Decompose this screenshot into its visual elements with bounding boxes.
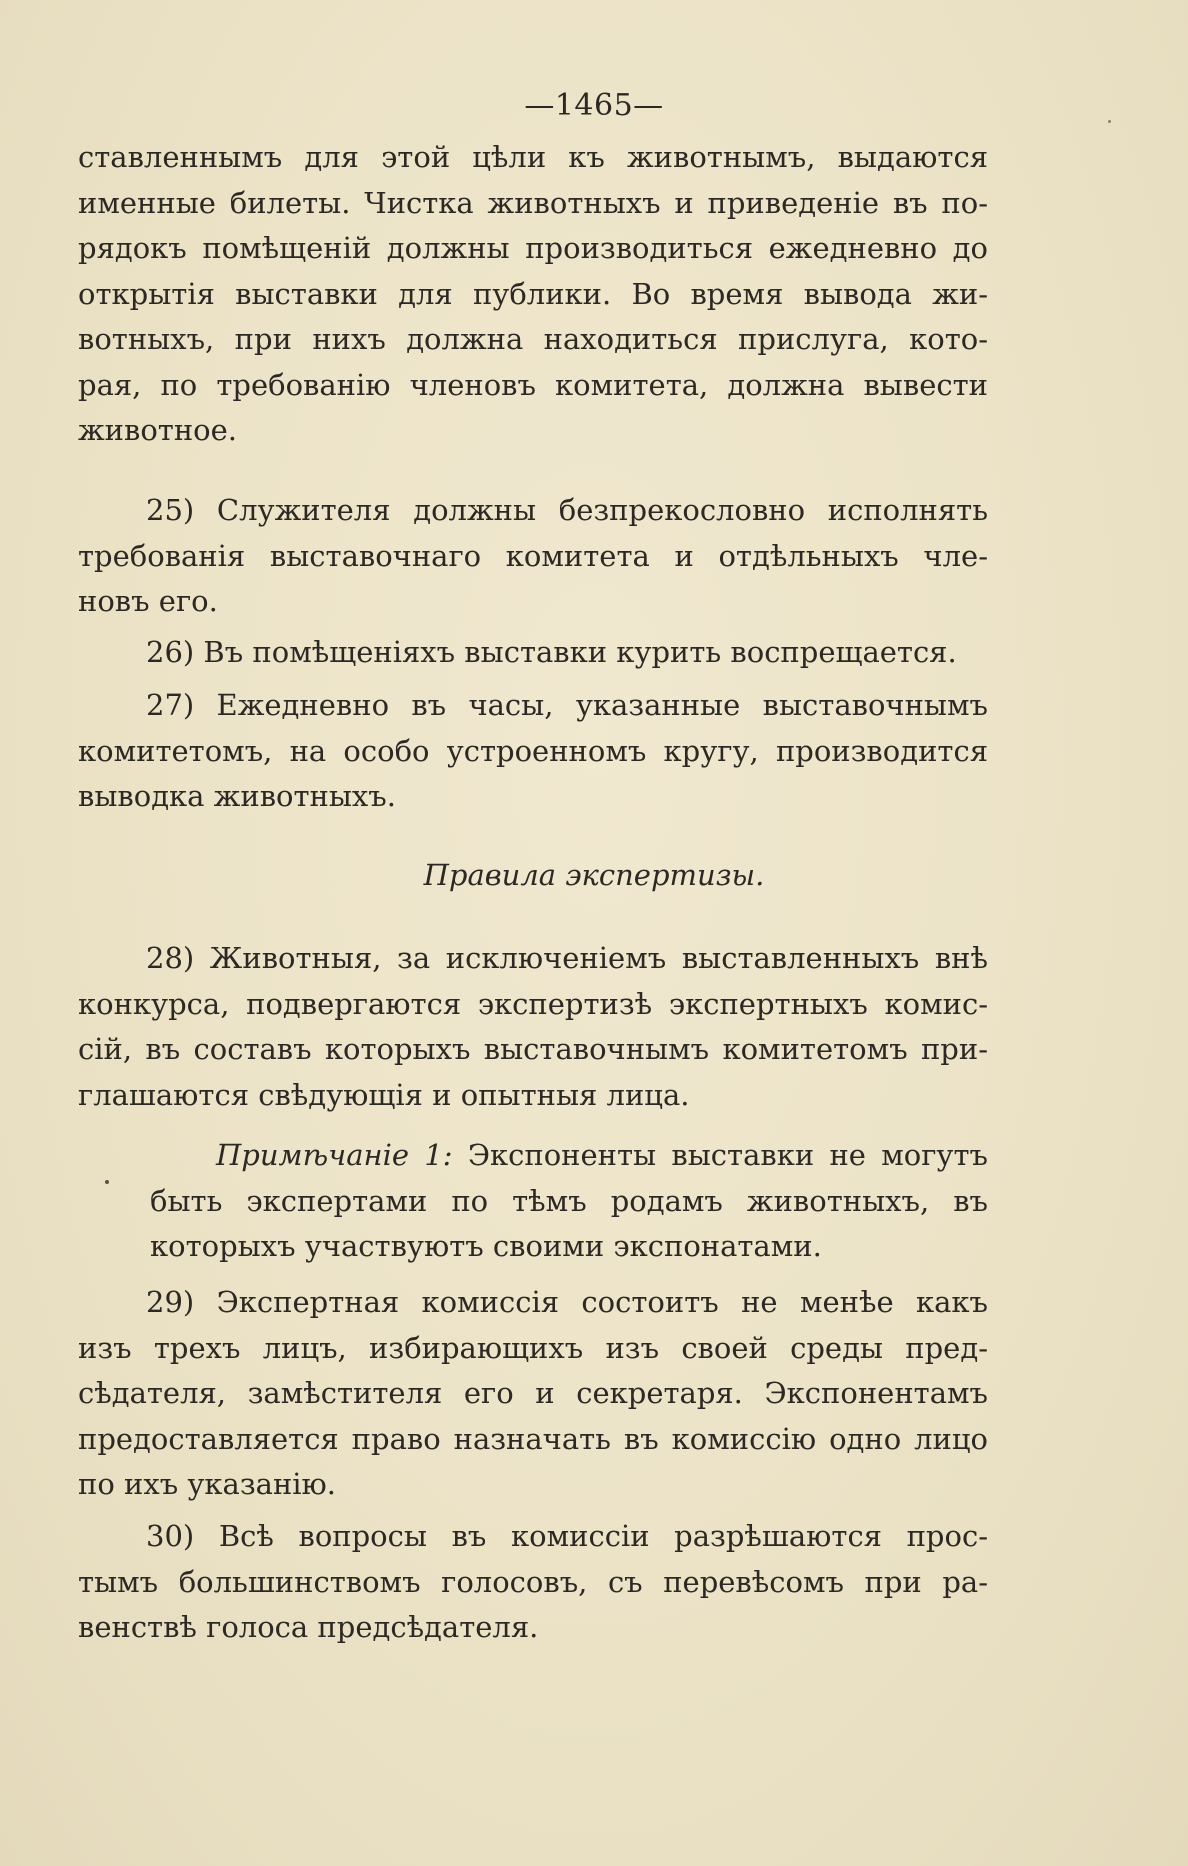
paragraph-item-26 [78,630,988,676]
text-line: 30) Всѣ вопросы въ комиссіи разрѣшаются прос- [146,1519,988,1553]
text-line: вотныхъ, при нихъ должна находиться прислуга, кото- [78,322,988,356]
text-line: которыхъ участвуютъ своими экспонатами. [150,1229,822,1263]
note-text: Экспоненты выставки не могутъ [452,1138,988,1172]
paragraph-item-25 [78,488,988,625]
text-line: 25) Служителя должны безпрекословно исполнять [146,493,988,527]
paragraph-item-28 [78,936,988,1118]
text-line: сѣдателя, замѣстителя его и секретаря. Экспонентамъ [78,1376,988,1410]
text-line: рядокъ помѣщеній должны производиться ежедневно до [78,231,988,265]
text-line: тымъ большинствомъ голосовъ, съ перевѣсомъ при ра- [78,1564,988,1599]
paragraph-item-29 [78,1280,988,1508]
page-number: —1465— [524,88,664,123]
text-line: быть экспертами по тѣмъ родамъ животныхъ, въ [150,1183,988,1218]
ink-speck [1108,120,1111,123]
text-line: 26) Въ помѣщеніяхъ выставки курить воспрещается. [146,635,957,669]
note-label: Примѣчаніе 1: [216,1138,453,1172]
text-line: 28) Животныя, за исключеніемъ выставленныхъ внѣ [146,941,988,975]
note-block [78,1133,988,1270]
text-line: новъ его. [78,584,218,618]
ink-speck [105,1180,109,1184]
text-line: венствѣ голоса предсѣдателя. [78,1610,539,1644]
text-line: выводка животныхъ. [78,779,396,813]
text-line: изъ трехъ лицъ, избирающихъ изъ своей среды пред- [78,1330,988,1365]
text-line: животное. [78,413,238,447]
text-line: глашаются свѣдующія и опытныя лица. [78,1077,690,1112]
text-line: конкурса, подвергаются экспертизѣ экспертныхъ комис- [78,986,988,1021]
text-line: рая, по требованію членовъ комитета, должна вывести [78,367,988,402]
text-line: комитетомъ, на особо устроенномъ кругу, производится [78,733,988,768]
text-line: ставленнымъ для этой цѣли къ животнымъ, выдаются [78,140,988,174]
paragraph-continuation [78,135,988,454]
text-line: сій, въ составъ которыхъ выставочнымъ комитетомъ при- [78,1032,988,1066]
text-line: 27) Ежедневно въ часы, указанные выставочнымъ [146,688,988,722]
section-heading: Правила экспертизы. [423,858,765,892]
note-first-line [150,1133,988,1179]
text-line: требованія выставочнаго комитета и отдѣльныхъ чле- [78,538,988,573]
text-line: именные билеты. Чистка животныхъ и приведеніе въ по- [78,185,988,220]
text-line: предоставляется право назначать въ комиссію одно лицо [78,1421,988,1456]
text-line: открытія выставки для публики. Во время вывода жи- [78,276,988,311]
text-line: 29) Экспертная комиссія состоитъ не менѣе какъ [146,1285,988,1319]
text-line: по ихъ указанію. [78,1467,337,1501]
paragraph-item-27 [78,683,988,820]
paragraph-item-30 [78,1514,988,1651]
